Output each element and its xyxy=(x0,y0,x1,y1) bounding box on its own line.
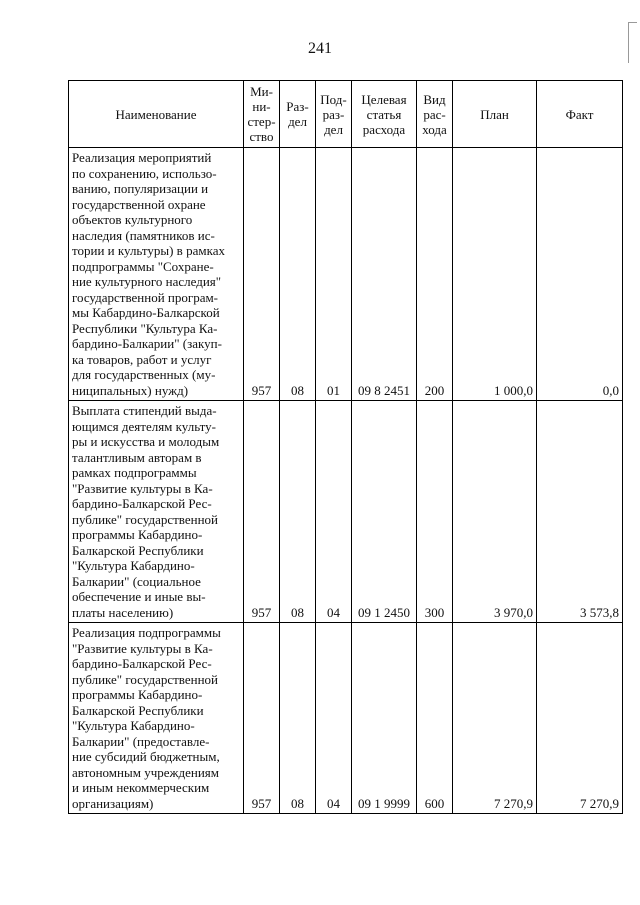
row-kind: 300 xyxy=(417,401,453,623)
table-row xyxy=(69,623,623,814)
row-kind: 600 xyxy=(417,623,453,814)
header-section: Раз- дел xyxy=(280,81,316,148)
row-fact: 3 573,8 xyxy=(537,401,623,623)
row-name: Реализация подпрограммы "Развитие культуры в Ка- бардино-Балкарской Рес- публике" государственной программы Кабардино- Балкарской Республики "Культура Кабардино- Балкарии" (предоставле- ние субсидий бюджетным, автономным учреждениям и иным некоммерческим организациям) xyxy=(69,623,244,814)
header-subsection: Под- раз- дел xyxy=(316,81,352,148)
page-edge-mark xyxy=(628,22,637,63)
header-fact: Факт xyxy=(537,81,623,148)
row-ministry: 957 xyxy=(244,401,280,623)
row-target: 09 1 9999 xyxy=(352,623,417,814)
table-row xyxy=(69,148,623,401)
row-target: 09 1 2450 xyxy=(352,401,417,623)
row-ministry: 957 xyxy=(244,148,280,401)
row-subsection: 04 xyxy=(316,401,352,623)
row-kind: 200 xyxy=(417,148,453,401)
row-plan: 7 270,9 xyxy=(453,623,537,814)
row-fact: 7 270,9 xyxy=(537,623,623,814)
header-ministry: Ми- ни- стер- ство xyxy=(244,81,280,148)
row-plan: 3 970,0 xyxy=(453,401,537,623)
budget-table xyxy=(68,80,623,814)
header-name: Наименование xyxy=(69,81,244,148)
row-subsection: 04 xyxy=(316,623,352,814)
row-target: 09 8 2451 xyxy=(352,148,417,401)
row-fact: 0,0 xyxy=(537,148,623,401)
row-name: Реализация мероприятий по сохранению, использо- ванию, популяризации и государственной охране объектов культурного наследия (памятников ис- тории и культуры) в рамках подпрограммы "Сохране- ние культурного наследия" государственной програм- мы Кабардино-Балкарской Республики "Культура Ка- бардино-Балкарии" (закуп- ка товаров, работ и услуг для государственных (му- ниципальных) нужд) xyxy=(69,148,244,401)
header-plan: План xyxy=(453,81,537,148)
row-section: 08 xyxy=(280,623,316,814)
row-plan: 1 000,0 xyxy=(453,148,537,401)
page-number: 241 xyxy=(308,40,332,57)
table-header-row xyxy=(69,81,623,148)
row-subsection: 01 xyxy=(316,148,352,401)
row-section: 08 xyxy=(280,401,316,623)
header-kind: Вид рас- хода xyxy=(417,81,453,148)
row-ministry: 957 xyxy=(244,623,280,814)
table-row xyxy=(69,401,623,623)
header-target: Целевая статья расхода xyxy=(352,81,417,148)
row-name: Выплата стипендий выда- ющимся деятелям культу- ры и искусства и молодым талантливым авторам в рамках подпрограммы "Развитие культуры в Ка- бардино-Балкарской Рес- публике" государственной программы Кабардино- Балкарской Республики "Культура Кабардино- Балкарии" (социальное обеспечение и иные вы- платы населению) xyxy=(69,401,244,623)
row-section: 08 xyxy=(280,148,316,401)
